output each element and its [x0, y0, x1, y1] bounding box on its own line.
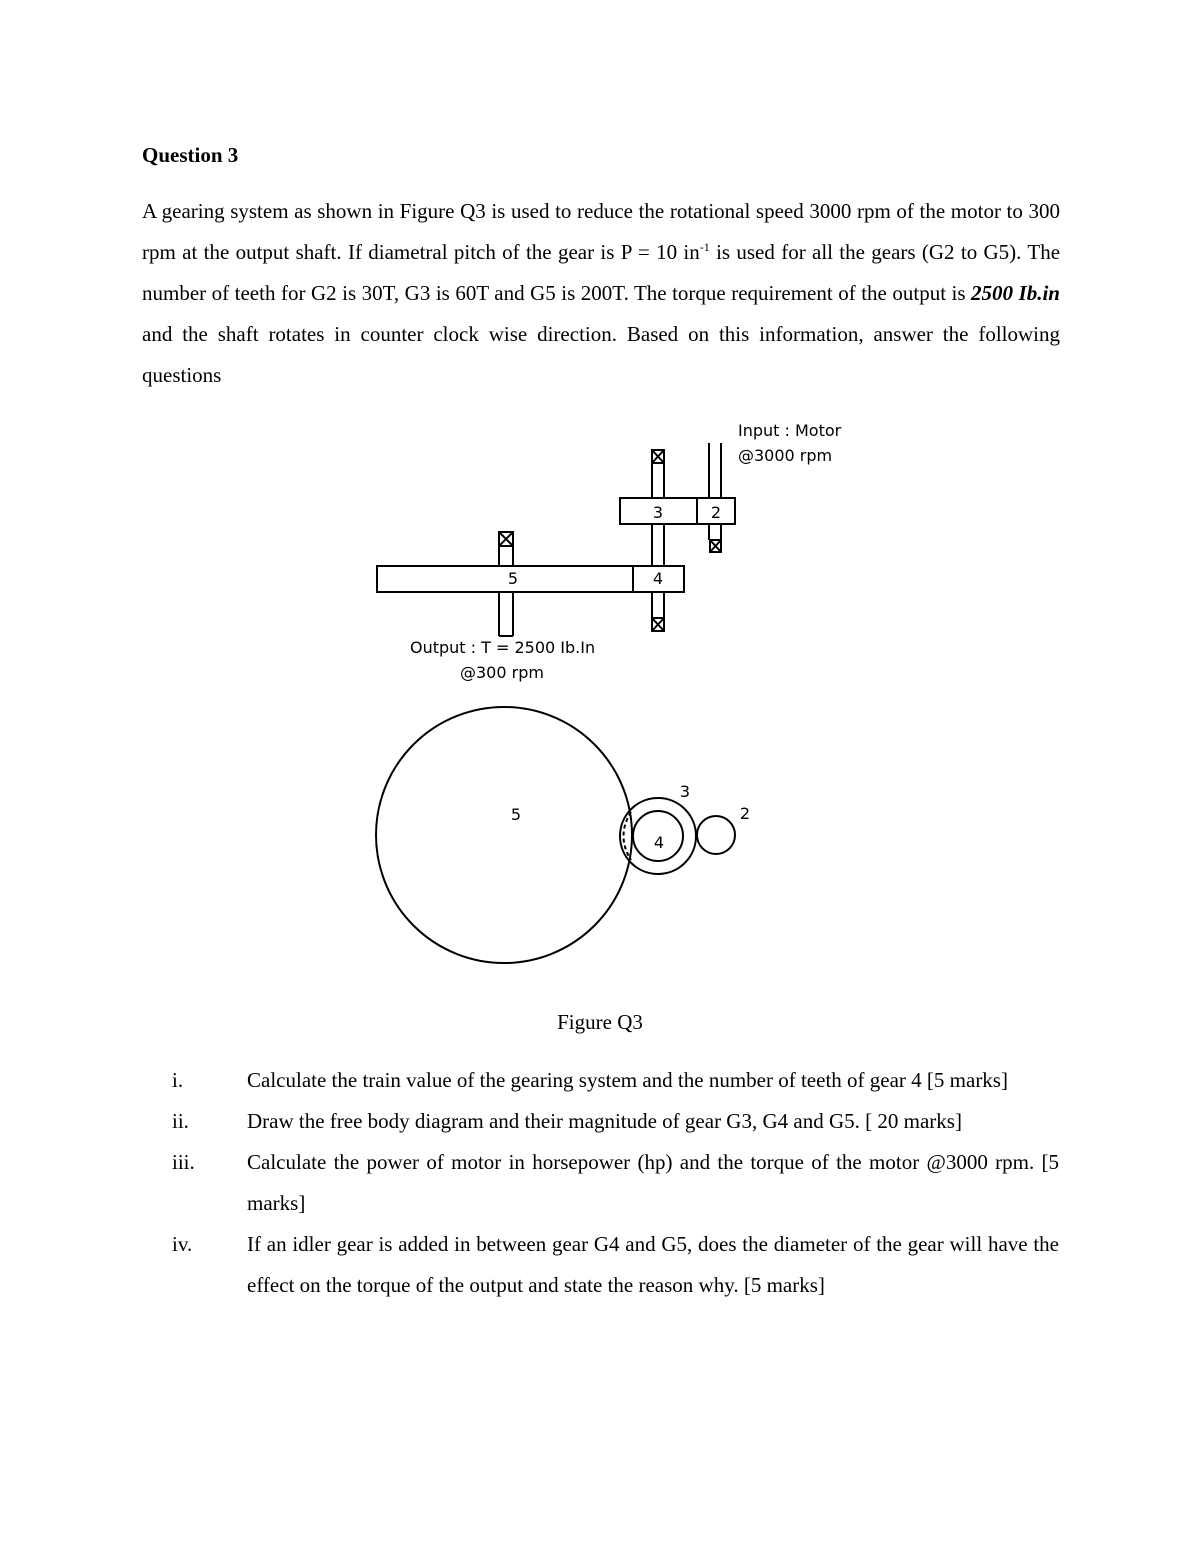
question-item: [0, 1101, 1200, 1142]
side-view-diagram: [377, 443, 735, 636]
bearing-motor-shaft: [710, 540, 721, 552]
end-gear-4-label: 4: [653, 833, 665, 852]
question-item: [0, 1060, 1200, 1101]
input-label-line1: Input : Motor: [738, 421, 842, 440]
end-gear-3-label: 3: [679, 782, 691, 801]
end-gear-2-label: 2: [739, 804, 751, 823]
question-list: [0, 1060, 1200, 1306]
statement-part-2: is used for all the gears (G2 to G5). The number of teeth for G2 is 30T, G3 is 60T and G5 is 200T. The torque requirement of the output is: [142, 240, 1061, 305]
question-heading: Question 3: [142, 143, 239, 167]
statement-part-1: A gearing system as shown in Figure Q3 is used to reduce the rotational speed 3000 rpm of the motor to 300 rpm at the output shaft. If diametral pitch of the gear is P = 10 in: [142, 199, 1060, 264]
question-text: Calculate the power of motor in horsepower (hp) and the torque of the motor @3000 rpm. [5 marks]: [247, 1150, 1059, 1215]
side-gear-5-label: 5: [507, 569, 519, 588]
question-item: [0, 1142, 1200, 1224]
statement-part-3: and the shaft rotates in counter clock wise direction. Based on this information, answer the following questions: [142, 322, 1060, 387]
problem-statement: [142, 191, 1060, 396]
output-torque-value: 2500 Ib.in: [971, 281, 1060, 305]
question-number: iii.: [172, 1150, 195, 1174]
question-text: Calculate the train value of the gearing system and the number of teeth of gear 4 [5 marks]: [247, 1068, 1008, 1092]
question-number: iv.: [172, 1232, 193, 1256]
question-text: If an idler gear is added in between gear G4 and G5, does the diameter of the gear will have the effect on the torque of the output and state the reason why. [5 marks]: [247, 1232, 1059, 1297]
input-label-line2: @3000 rpm: [738, 446, 833, 465]
question-item: [0, 1224, 1200, 1306]
question-text: Draw the free body diagram and their magnitude of gear G3, G4 and G5. [ 20 marks]: [247, 1109, 962, 1133]
inverse-inch-superscript: -1: [699, 240, 710, 254]
gear-5-block: [377, 566, 633, 592]
gear-2-circle: [697, 816, 735, 854]
gear-5-circle: [376, 707, 632, 963]
bearing-intermediate-bottom: [652, 618, 664, 631]
question-number: ii.: [172, 1109, 189, 1133]
question-number: i.: [172, 1068, 184, 1092]
end-view-diagram: [376, 707, 735, 963]
output-label-line2: @300 rpm: [460, 663, 544, 682]
side-gear-2-label: 2: [710, 503, 722, 522]
output-label-line1: Output : T = 2500 Ib.In: [410, 638, 596, 657]
side-gear-3-label: 3: [652, 503, 664, 522]
bearing-output-top: [499, 532, 513, 546]
figure-caption: Figure Q3: [557, 1010, 643, 1034]
end-gear-5-label: 5: [510, 805, 522, 824]
bearing-intermediate-top: [652, 450, 664, 463]
gear-train-figure: [0, 400, 1200, 990]
side-gear-4-label: 4: [652, 569, 664, 588]
